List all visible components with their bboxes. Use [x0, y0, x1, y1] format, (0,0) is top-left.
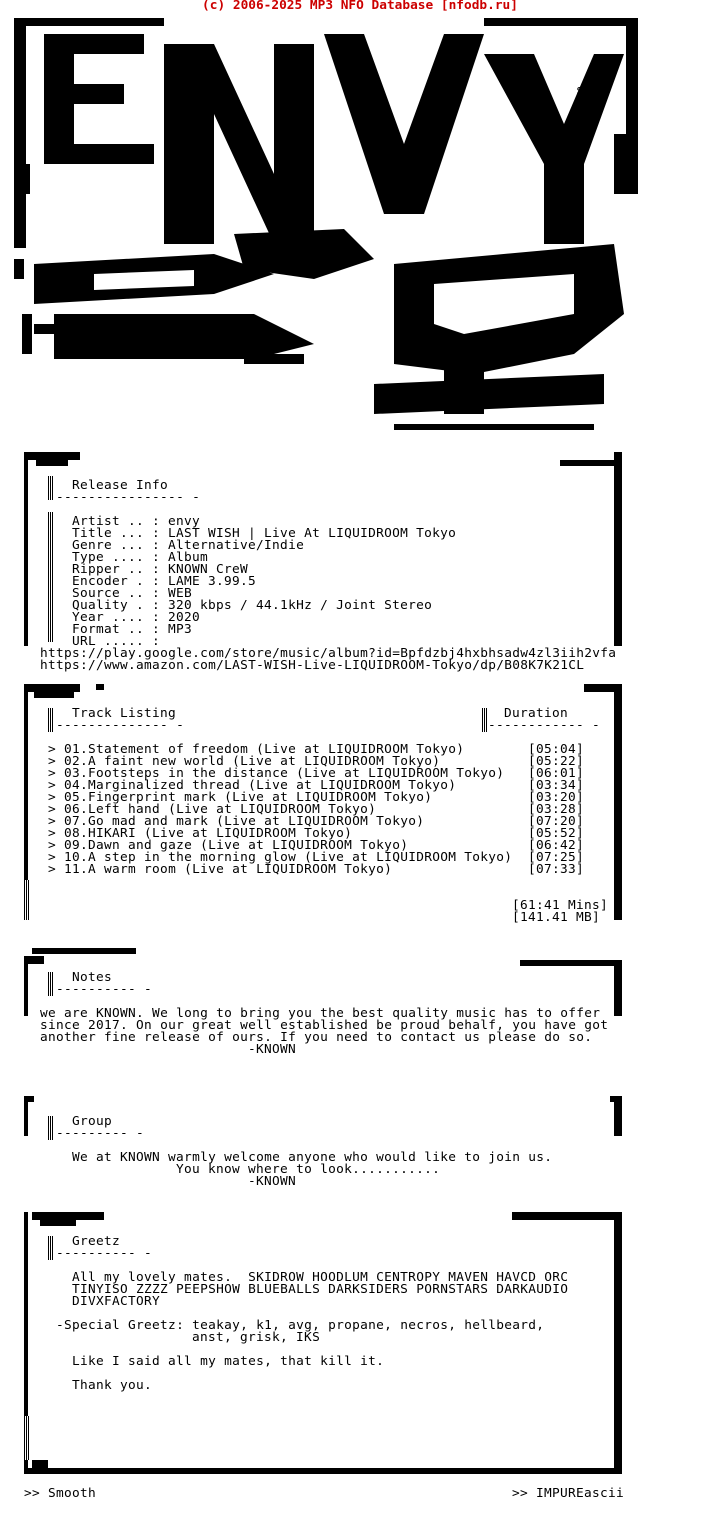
- group-frame-top-right: [610, 1096, 622, 1102]
- notes-heading-shade: [48, 972, 54, 996]
- group-signature: -KNOWN: [248, 1174, 297, 1189]
- track-duration: [07:33]: [528, 862, 585, 877]
- track-duration: [06:42]: [528, 838, 585, 853]
- track-title: > 05.Fingerprint mark (Live at LIQUIDROOM Tokyo): [48, 790, 433, 805]
- release-frame-top-left: [24, 452, 80, 460]
- field-source-label: Source .. :: [72, 586, 161, 601]
- greetz-line: All my lovely mates. SKIDROW HOODLUM CENTROPY MAVEN HAVCD ORC: [72, 1270, 569, 1285]
- release-frame-notch: [36, 460, 68, 466]
- logo-signature: sM: [576, 83, 591, 97]
- field-encoder-label: Encoder . :: [72, 574, 161, 589]
- site-copyright-header: (c) 2006-2025 MP3 NFO Database [nfodb.ru]: [202, 0, 518, 13]
- release-frame-top-right: [560, 460, 622, 466]
- tracks-frame-right: [614, 684, 622, 920]
- group-heading-shade: [48, 1116, 54, 1140]
- track-duration: [06:01]: [528, 766, 585, 781]
- notes-line: since 2017. On our great well established be proud behalf, you have got: [40, 1018, 609, 1033]
- field-genre-label: Genre ... :: [72, 538, 161, 553]
- track-title: > 09.Dawn and gaze (Live at LIQUIDROOM Tokyo): [48, 838, 409, 853]
- group-heading: Group: [72, 1114, 113, 1129]
- greetz-frame-top-right: [512, 1212, 622, 1220]
- track-duration: [05:22]: [528, 754, 585, 769]
- field-ripper-value: KNOWN CreW: [168, 562, 249, 577]
- release-heading-shade: [48, 476, 54, 500]
- track-title: > 08.HIKARI (Live at LIQUIDROOM Tokyo): [48, 826, 353, 841]
- tracks-heading-underline: -------------- -: [56, 718, 185, 733]
- greetz-heading-underline: ---------- -: [56, 1246, 153, 1261]
- greetz-frame-top-left: [32, 1212, 104, 1220]
- tracks-frame-notch: [34, 692, 74, 698]
- footer-credit-left: >> Smooth: [24, 1486, 97, 1501]
- field-ripper-label: Ripper .. :: [72, 562, 161, 577]
- total-size: [141.41 MB]: [512, 910, 601, 925]
- greetz-thanks: Thank you.: [72, 1378, 153, 1393]
- track-duration: [05:04]: [528, 742, 585, 757]
- duration-heading: Duration: [504, 706, 569, 721]
- greetz-heading-shade: [48, 1236, 54, 1260]
- field-quality-label: Quality . :: [72, 598, 161, 613]
- track-duration: [03:20]: [528, 790, 585, 805]
- tracks-heading-shade: [48, 708, 54, 732]
- field-title-value: LAST WISH | Live At LIQUIDROOM Tokyo: [168, 526, 457, 541]
- greetz-frame-right: [614, 1212, 622, 1474]
- track-duration: [03:28]: [528, 802, 585, 817]
- greetz-line: DIVXFACTORY: [72, 1294, 161, 1309]
- total-time: [61:41 Mins]: [512, 898, 609, 913]
- envy-ascii-logo: [14, 14, 642, 444]
- field-genre-value: Alternative/Indie: [168, 538, 305, 553]
- field-artist-value: envy: [168, 514, 201, 529]
- track-title: > 02.A faint new world (Live at LIQUIDROOM Tokyo): [48, 754, 441, 769]
- special-greetz-line: anst, grisk, IKS: [192, 1330, 321, 1345]
- track-title: > 07.Go mad and mark (Live at LIQUIDROOM Tokyo): [48, 814, 425, 829]
- field-url-label: URL ..... :: [72, 634, 161, 649]
- notes-frame-top-left: [32, 948, 136, 954]
- notes-frame-right: [614, 960, 622, 1016]
- tracks-lower-shade: [24, 880, 30, 920]
- track-title: > 10.A step in the morning glow (Live at LIQUIDROOM Tokyo): [48, 850, 513, 865]
- track-title: > 11.A warm room (Live at LIQUIDROOM Tokyo): [48, 862, 393, 877]
- release-frame-left: [24, 452, 28, 646]
- greetz-frame-bottom: [24, 1468, 622, 1474]
- field-format-value: MP3: [168, 622, 193, 637]
- group-heading-underline: --------- -: [56, 1126, 145, 1141]
- field-encoder-value: LAME 3.99.5: [168, 574, 257, 589]
- release-url-google[interactable]: https://play.google.com/store/music/album?id=Bpfdzbj4hxbhsadw4zl3iih2vfa: [40, 646, 617, 661]
- release-heading-underline: ---------------- -: [56, 490, 201, 505]
- tracks-heading: Track Listing: [72, 706, 177, 721]
- greetz-heading: Greetz: [72, 1234, 121, 1249]
- group-line: You know where to look...........: [176, 1162, 441, 1177]
- group-frame-right: [614, 1096, 622, 1136]
- greetz-lower-shade: [24, 1416, 30, 1460]
- release-frame-right: [614, 452, 622, 646]
- track-duration: [07:25]: [528, 850, 585, 865]
- track-title: > 03.Footsteps in the distance (Live at LIQUIDROOM Tokyo): [48, 766, 505, 781]
- field-format-label: Format .. :: [72, 622, 161, 637]
- field-year-label: Year .... :: [72, 610, 161, 625]
- field-source-value: WEB: [168, 586, 193, 601]
- greetz-line: TINYISO ZZZZ PEEPSHOW BLUEBALLS DARKSIDERS PORNSTARS DARKAUDIO: [72, 1282, 569, 1297]
- tracks-frame-dot: [96, 684, 104, 690]
- greetz-closing: Like I said all my mates, that kill it.: [72, 1354, 385, 1369]
- group-frame-left: [24, 1096, 28, 1136]
- track-title: > 06.Left hand (Live at LIQUIDROOM Tokyo): [48, 802, 377, 817]
- special-greetz-line: -Special Greetz: teakay, k1, avg, propane, necros, hellbeard,: [56, 1318, 545, 1333]
- field-title-label: Title ... :: [72, 526, 161, 541]
- track-title: > 01.Statement of freedom (Live at LIQUIDROOM Tokyo): [48, 742, 465, 757]
- track-duration: [03:34]: [528, 778, 585, 793]
- field-artist-label: Artist .. :: [72, 514, 161, 529]
- release-url-amazon[interactable]: https://www.amazon.com/LAST-WISH-Live-LIQUIDROOM-Tokyo/dp/B08K7K21CL: [40, 658, 585, 673]
- track-title: > 04.Marginalized thread (Live at LIQUIDROOM Tokyo): [48, 778, 457, 793]
- notes-line: we are KNOWN. We long to bring you the best quality music has to offer: [40, 1006, 601, 1021]
- track-duration: [07:20]: [528, 814, 585, 829]
- release-body-shade: [48, 512, 54, 642]
- notes-frame-top-right: [520, 960, 622, 966]
- track-duration: [05:52]: [528, 826, 585, 841]
- release-heading: Release Info: [72, 478, 169, 493]
- field-year-value: 2020: [168, 610, 201, 625]
- greetz-frame-notch: [40, 1220, 76, 1226]
- group-frame-top-left: [24, 1096, 34, 1102]
- notes-signature: -KNOWN: [248, 1042, 297, 1057]
- notes-heading: Notes: [72, 970, 113, 985]
- field-type-value: Album: [168, 550, 209, 565]
- notes-frame-left: [24, 956, 28, 1016]
- notes-heading-underline: ---------- -: [56, 982, 153, 997]
- notes-line: another fine release of ours. If you need to contact us please do so.: [40, 1030, 593, 1045]
- duration-heading-underline: ------------ -: [488, 718, 601, 733]
- field-quality-value: 320 kbps / 44.1kHz / Joint Stereo: [168, 598, 433, 613]
- group-line: We at KNOWN warmly welcome anyone who would like to join us.: [72, 1150, 553, 1165]
- greetz-frame-bottom-corner: [32, 1460, 48, 1468]
- tracks-frame-top-left: [24, 684, 80, 692]
- field-type-label: Type .... :: [72, 550, 161, 565]
- footer-credit-right: >> IMPUREascii: [512, 1486, 625, 1501]
